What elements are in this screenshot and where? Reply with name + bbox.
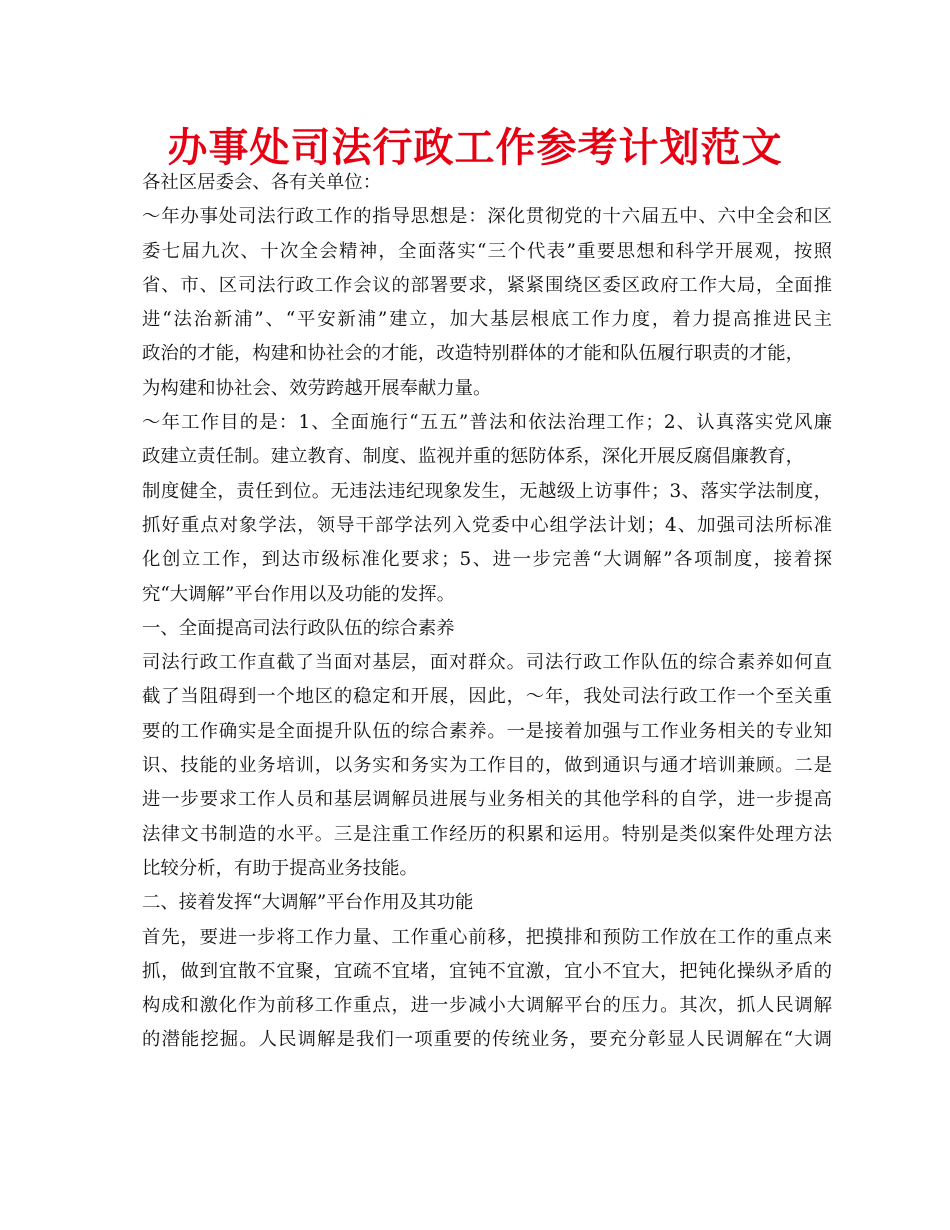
text-line: 省、市、区司法行政工作会议的部署要求，紧紧围绕区委区政府工作大局，全面推 <box>142 274 832 296</box>
section-heading: 一、全面提高司法行政队伍的综合素养 <box>142 617 455 639</box>
text-line: ～年工作目的是：1、全面施行“五五”普法和依法治理工作；2、认真落实党风廉 <box>142 412 832 434</box>
document-body <box>142 166 832 1058</box>
text-line: 抓，做到宜散不宜聚，宜疏不宜堵，宜钝不宜激，宜小不宜大，把钝化操纵矛盾的 <box>142 960 832 982</box>
text-line: 进“法治新浦”、“平安新浦”建立，加大基层根底工作力度，着力提高推进民主 <box>142 309 832 331</box>
text-line: 制度健全，责任到位。无违法违纪现象发生，无越级上访事件；3、落实学法制度， <box>142 480 832 502</box>
text-line: 抓好重点对象学法，领导干部学法列入党委中心组学法计划；4、加强司法所标准 <box>142 514 832 536</box>
text-line: 为构建和协社会、效劳跨越开展奉献力量。 <box>142 377 492 399</box>
text-line: 化创立工作，到达市级标准化要求；5、进一步完善“大调解”各项制度，接着探 <box>142 549 832 571</box>
section-heading: 二、接着发挥“大调解”平台作用及其功能 <box>142 892 474 914</box>
text-line: 要的工作确实是全面提升队伍的综合素养。一是接着加强与工作业务相关的专业知 <box>142 720 832 742</box>
text-line: 比较分析，有助于提高业务技能。 <box>142 857 418 879</box>
document-title: 办事处司法行政工作参考计划范文 <box>167 125 783 171</box>
text-line: 进一步要求工作人员和基层调解员进展与业务相关的其他学科的自学，进一步提高 <box>142 789 832 811</box>
text-line: 截了当阻碍到一个地区的稳定和开展，因此，～年，我处司法行政工作一个至关重 <box>142 686 832 708</box>
text-line: 法律文书制造的水平。三是注重工作经历的积累和运用。特别是类似案件处理方法 <box>142 823 832 845</box>
text-line: 究“大调解”平台作用以及功能的发挥。 <box>142 583 456 605</box>
text-line: 识、技能的业务培训，以务实和务实为工作目的，做到通识与通才培训兼顾。二是 <box>142 755 832 777</box>
text-line: 司法行政工作直截了当面对基层，面对群众。司法行政工作队伍的综合素养如何直 <box>142 652 832 674</box>
text-line: ～年办事处司法行政工作的指导思想是：深化贯彻党的十六届五中、六中全会和区 <box>142 206 832 228</box>
text-line: 政建立责任制。建立教育、制度、监视并重的惩防体系，深化开展反腐倡廉教育， <box>142 446 805 468</box>
text-line: 各社区居委会、各有关单位： <box>142 172 382 193</box>
text-line: 构成和激化作为前移工作重点，进一步减小大调解平台的压力。其次，抓人民调解 <box>142 995 832 1017</box>
text-line: 的潜能挖掘。人民调解是我们一项重要的传统业务，要充分彰显人民调解在“大调 <box>142 1029 832 1051</box>
text-line: 委七届九次、十次全会精神，全面落实“三个代表”重要思想和科学开展观，按照 <box>142 240 832 262</box>
text-line: 首先，要进一步将工作力量、工作重心前移，把摸排和预防工作放在工作的重点来 <box>142 926 832 948</box>
text-line: 政治的才能，构建和协社会的才能，改造特别群体的才能和队伍履行职责的才能， <box>142 343 805 365</box>
